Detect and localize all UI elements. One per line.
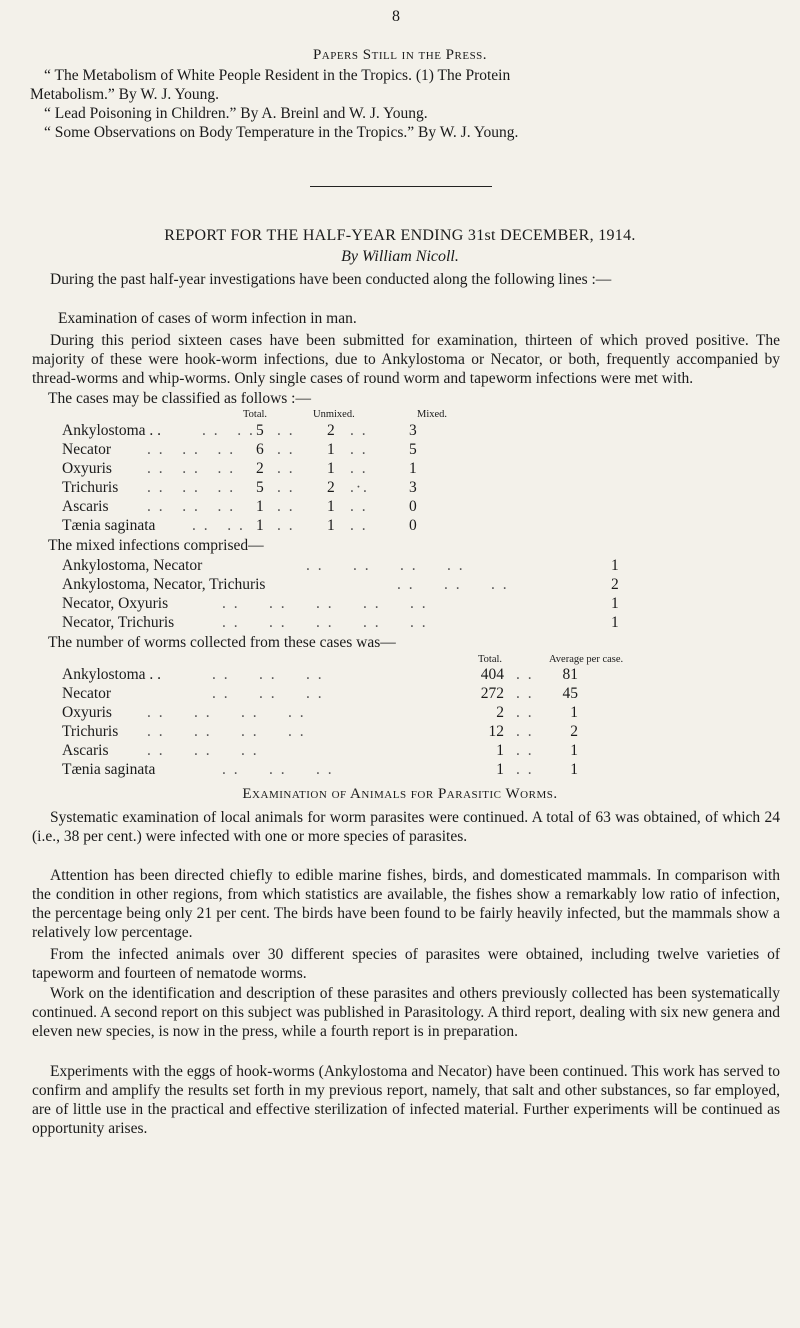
total-value: 272: [480, 685, 504, 702]
row-name: Tænia saginata: [62, 517, 156, 534]
classified-intro: The cases may be classified as follows :—: [48, 390, 311, 407]
total-value: 1: [496, 742, 504, 759]
average-value: 1: [570, 742, 578, 759]
column-header-mixed: Mixed.: [417, 409, 448, 420]
row-total: 2: [256, 460, 264, 477]
report-author: By William Nicoll.: [341, 248, 459, 265]
divider-rule: [310, 186, 492, 187]
row-average: [548, 742, 578, 760]
row-mixed: 5: [409, 441, 417, 458]
row-total: 1: [256, 498, 264, 515]
worms-intro: The number of worms collected from these cases was—: [48, 634, 396, 651]
table-row: Trichuris . . . . . . . . 12 . . 2: [62, 723, 578, 740]
row-unmixed: 2: [327, 422, 335, 439]
paper-entry: Metabolism.” By W. J. Young.: [30, 86, 220, 103]
intro-paragraph: During the past half-year investigations have been conducted along the following lines :—: [50, 271, 612, 288]
papers-heading: Papers Still in the Press.: [312, 47, 488, 63]
column-header-average: Average per case.: [549, 654, 624, 665]
animals-paragraph-5: Experiments with the eggs of hook-worms (Ankylostoma and Necator) have been continued. This work has served to confirm and amplify the results set forth in my previous report, namely, that salt and other substances, so far employed, are of little use in the practical and effective sterilization of infected material. Further experiments will be continued as opportunity arises.: [32, 1063, 780, 1137]
row-name: Necator: [62, 685, 112, 702]
mixed-name: Necator, Trichuris: [62, 614, 175, 631]
mixed-name: Necator, Oxyuris: [62, 595, 169, 612]
row-average: [548, 666, 578, 684]
topic-line: Examination of cases of worm infection in man.: [58, 310, 357, 327]
column-header-unmixed: Unmixed.: [313, 409, 355, 420]
row-name: Oxyuris: [62, 460, 112, 477]
animals-heading: Examination of Animals for Parasitic Worms.: [242, 786, 558, 802]
row-mixed: 3: [409, 479, 417, 496]
row-average: [548, 761, 578, 779]
list-item: Ankylostoma, Necator, Trichuris . . . . . . 2: [62, 576, 619, 593]
row-unmixed: 2: [327, 479, 335, 496]
animals-paragraph-1: Systematic examination of local animals for worm parasites were continued. A total of 63 was obtained, of which 24 (i.e., 38 per cent.) were infected with one or more species of parasites.: [32, 809, 780, 845]
mixed-count: 1: [611, 595, 619, 612]
table-row: Ascaris . . . . . . 1 . . 1 . . 0: [62, 498, 417, 515]
row-mixed: 0: [409, 498, 417, 515]
row-unmixed: 1: [327, 441, 335, 458]
table-row: Oxyuris . . . . . . . . 2 . . 1: [62, 704, 578, 721]
mixed-count: 1: [611, 557, 619, 574]
mixed-count: 2: [611, 576, 619, 593]
list-item: Necator, Trichuris . . . . . . . . . . 1: [62, 614, 619, 631]
row-total: [474, 685, 504, 703]
mixed-name: Ankylostoma, Necator, Trichuris: [62, 576, 266, 593]
mixed-intro: The mixed infections comprised—: [48, 537, 264, 554]
paper-entry: “ Lead Poisoning in Children.” By A. Breinl and W. J. Young.: [44, 105, 428, 122]
table-row: Tænia saginata . . . . . . 1 . . 1: [62, 761, 578, 778]
row-total: 6: [256, 441, 264, 458]
average-value: 1: [570, 761, 578, 778]
table-row: Tænia saginata . . . . 1 . . 1 . . 0: [62, 517, 417, 534]
row-mixed: 0: [409, 517, 417, 534]
average-value: 2: [570, 723, 578, 740]
row-total: 5: [256, 479, 264, 496]
row-total: 1: [256, 517, 264, 534]
page-number: 8: [392, 8, 400, 25]
total-value: 404: [480, 666, 504, 683]
row-mixed: 1: [409, 460, 417, 477]
row-total: [474, 742, 504, 760]
row-name: Ankylostoma . .: [62, 666, 162, 683]
row-total: 5: [256, 422, 264, 439]
column-header-total: Total.: [478, 654, 503, 665]
column-header-total: Total.: [243, 409, 268, 420]
animals-paragraph-3: From the infected animals over 30 different species of parasites were obtained, including twelve varieties of tapeworm and fourteen of nematode worms.: [32, 946, 780, 982]
table-row: Ankylostoma . . . . . . . . 404 . . 81: [62, 666, 578, 683]
row-unmixed: 1: [327, 460, 335, 477]
average-value: 81: [562, 666, 578, 683]
row-name: Ascaris: [62, 742, 109, 759]
list-item: Ankylostoma, Necator . . . . . . . . 1: [62, 557, 619, 574]
row-name: Necator: [62, 441, 112, 458]
table-row: Oxyuris . . . . . . 2 . . 1 . . 1: [62, 460, 417, 477]
mixed-count: 1: [611, 614, 619, 631]
table-row: Ascaris . . . . . . 1 . . 1: [62, 742, 578, 759]
row-total: [474, 761, 504, 779]
row-name: Trichuris: [62, 479, 119, 496]
row-average: [548, 723, 578, 741]
row-name: Trichuris: [62, 723, 119, 740]
row-total: [474, 704, 504, 722]
total-value: 1: [496, 761, 504, 778]
row-name: Tænia saginata: [62, 761, 156, 778]
table-row: Necator . . . . . . 6 . . 1 . . 5: [62, 441, 417, 458]
row-total: [474, 723, 504, 741]
mixed-name: Ankylostoma, Necator: [62, 557, 203, 574]
total-value: 2: [496, 704, 504, 721]
total-value: 12: [488, 723, 504, 740]
report-title: REPORT FOR THE HALF-YEAR ENDING 31st DECEMBER, 1914.: [164, 227, 636, 244]
row-average: [548, 704, 578, 722]
row-name: Ascaris: [62, 498, 109, 515]
row-mixed: 3: [409, 422, 417, 439]
average-value: 1: [570, 704, 578, 721]
list-item: Necator, Oxyuris . . . . . . . . . . 1: [62, 595, 619, 612]
row-unmixed: 1: [327, 498, 335, 515]
average-value: 45: [562, 685, 578, 702]
row-unmixed: 1: [327, 517, 335, 534]
table-row: Ankylostoma . . . . . . 5 . . 2 . . 3: [62, 422, 417, 439]
row-total: [474, 666, 504, 684]
table-row: Trichuris . . . . . . 5 . . 2 .·. 3: [62, 479, 417, 496]
row-average: [548, 685, 578, 703]
table-row: Necator . . . . . . 272 . . 45: [62, 685, 578, 702]
animals-paragraph-2: Attention has been directed chiefly to edible marine fishes, birds, and domesticated mammals. In comparison with the condition in other regions, from which statistics are available, the fishes show a remarkably low ratio of infection, the percentage being only 21 per cent. The birds have been found to be fairly heavily infected, but the mammals show a relatively low percentage.: [32, 867, 780, 941]
row-name: Ankylostoma . .: [62, 422, 162, 439]
row-name: Oxyuris: [62, 704, 112, 721]
paper-entry: “ Some Observations on Body Temperature in the Tropics.” By W. J. Young.: [44, 124, 519, 141]
cases-paragraph: During this period sixteen cases have been submitted for examination, thirteen of which proved positive. The majority of these were hook-worm infections, due to Ankylostoma or Necator, or both, frequently accompanied by thread-worms and whip-worms. Only single cases of round worm and tapeworm infections were met with.: [32, 332, 780, 387]
paper-entry: “ The Metabolism of White People Resident in the Tropics. (1) The Protein: [44, 67, 511, 84]
animals-paragraph-4: Work on the identification and description of these parasites and others previously collected has been systematically continued. A second report on this subject was published in Parasitology. A third report, dealing with six new genera and eleven new species, is now in the press, while a fourth report is in preparation.: [32, 985, 780, 1040]
